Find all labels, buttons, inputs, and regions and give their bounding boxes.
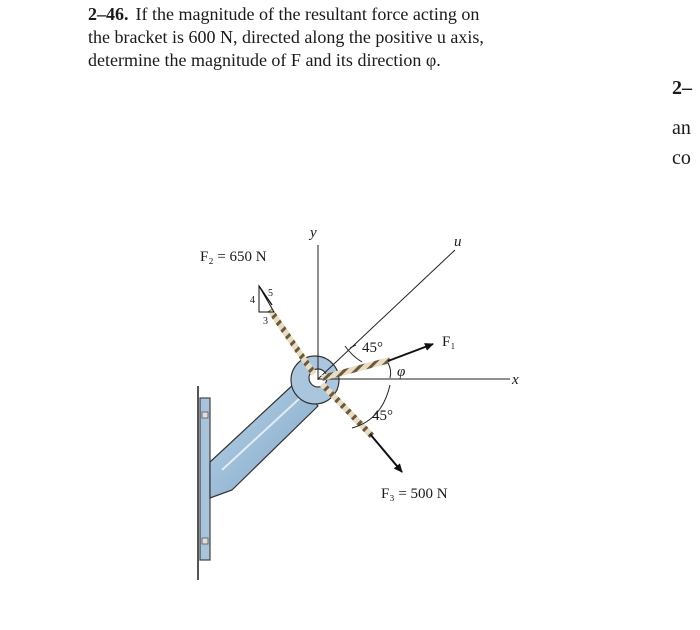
f3-label: F₃ = 500 N bbox=[381, 486, 448, 502]
force-f3-arrow bbox=[370, 434, 448, 502]
wall-mount bbox=[198, 386, 210, 580]
f2-label: F₂ = 650 N bbox=[200, 249, 267, 265]
slope-3-label: 3 bbox=[263, 316, 268, 327]
coordinate-axes bbox=[308, 225, 519, 388]
y-axis-label: y bbox=[310, 225, 317, 241]
side-text-3: co bbox=[672, 147, 691, 169]
problem-line-1: 2–46. If the magnitude of the resultant force acting on bbox=[88, 4, 480, 24]
force-f1-arrow bbox=[388, 334, 456, 361]
slope-4-label: 4 bbox=[250, 295, 255, 306]
side-text-2: an bbox=[672, 117, 691, 139]
angle-bottom-label: 45° bbox=[372, 408, 393, 424]
force-f2 bbox=[200, 249, 274, 327]
u-axis-label: u bbox=[454, 234, 462, 250]
problem-number: 2–46. bbox=[88, 4, 129, 24]
side-text-1: 2– bbox=[672, 77, 692, 99]
problem-line-3: determine the magnitude of F and its direction φ. bbox=[88, 50, 441, 70]
phi-label: φ bbox=[397, 364, 406, 380]
slope-5-label: 5 bbox=[268, 288, 273, 299]
x-axis-label: x bbox=[512, 372, 519, 388]
angle-top-label: 45° bbox=[362, 340, 383, 356]
f1-label: F₁ bbox=[442, 334, 456, 350]
problem-line-2: the bracket is 600 N, directed along the positive u axis, bbox=[88, 27, 484, 47]
